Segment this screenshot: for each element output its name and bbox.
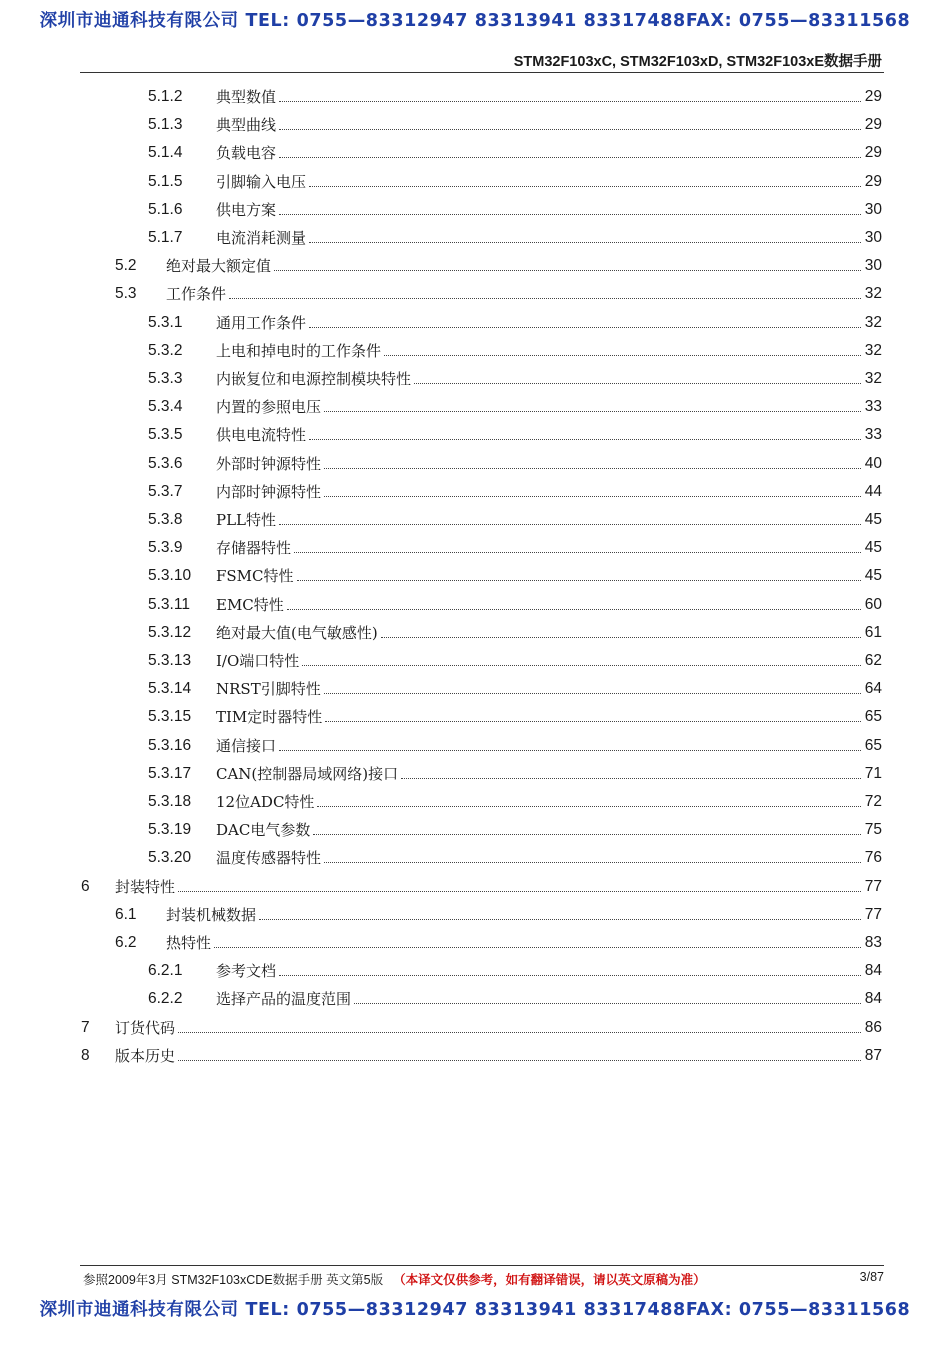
toc-entry-title: 典型数值 [216,88,277,106]
toc-entry[interactable] [148,191,882,219]
toc-entry[interactable] [148,614,882,642]
toc-entry-number: 8 [81,1046,90,1064]
toc-entry-page: 72 [864,793,882,810]
toc-entry-number: 5.3.18 [148,793,192,810]
toc-entry-title: 温度传感器特性 [216,849,322,868]
toc-dot-leader [279,523,861,525]
toc-entry-page: 44 [864,482,882,500]
toc-entry-number: 5.3.8 [148,511,183,528]
toc-entry-title: PLL特性 [216,511,277,529]
toc-entry-page: 75 [864,821,882,839]
toc-entry-title: 内嵌复位和电源控制模块特性 [216,370,412,388]
toc-entry-title: 热特性 [166,934,212,952]
toc-dot-leader [297,579,861,581]
toc-entry[interactable] [148,416,882,445]
toc-entry-page: 33 [864,398,882,416]
toc-entry-title: I/O端口特性 [216,652,300,670]
toc-entry-page: 40 [864,454,882,472]
toc-entry[interactable] [81,868,882,896]
toc-entry-page: 29 [864,144,882,162]
toc-entry[interactable] [148,727,882,755]
footer-source: 参照2009年3月 STM32F103xCDE数据手册 英文第5版 [83,1273,384,1287]
toc-dot-leader [279,128,861,130]
toc-dot-leader [178,1031,861,1033]
toc-entry-number: 7 [81,1018,90,1036]
toc-entry-page: 65 [864,708,882,726]
toc-entry-title: 供电方案 [216,200,277,219]
toc-dot-leader [324,467,861,469]
toc-entry[interactable] [115,275,882,304]
company-banner-top: 深圳市迪通科技有限公司 TEL: 0755—83312947 83313941 83317488FAX: 0755—83311568 [39,11,911,31]
toc-entry[interactable] [148,586,882,614]
toc-dot-leader [354,1002,861,1004]
toc-entry-number: 5.3.7 [148,482,183,500]
toc-entry-number: 5.3.9 [148,539,183,557]
toc-entry-page: 84 [864,990,882,1008]
toc-entry-page: 87 [864,1046,882,1064]
toc-entry-title: 电流消耗测量 [216,229,307,247]
footer-translation-note: （本译文仅供参考，如有翻译错误，请以英文原稿为准） [393,1273,706,1287]
toc-entry-page: 84 [864,962,882,980]
toc-entry-number: 5.3.5 [148,426,183,444]
toc-entry-page: 33 [864,426,882,444]
toc-entry[interactable] [148,501,882,529]
toc-dot-leader [401,777,861,779]
toc-dot-leader [414,382,861,384]
toc-entry[interactable] [148,783,882,811]
toc-entry-page: 45 [864,511,882,528]
toc-entry[interactable] [148,980,882,1009]
toc-dot-leader [317,805,861,807]
toc-dot-leader [178,890,861,892]
toc-entry-title: 选择产品的温度范围 [216,990,352,1009]
toc-entry-number: 5.3.11 [148,595,190,613]
toc-entry-number: 6.2.1 [148,962,183,980]
toc-entry-page: 65 [864,736,882,754]
toc-entry-page: 30 [864,229,882,246]
toc-entry-number: 6.2 [115,934,137,951]
toc-entry-title: EMC特性 [216,595,284,614]
toc-entry-title: 供电电流特性 [216,426,307,445]
toc-entry[interactable] [148,557,882,586]
toc-entry-number: 5.3.13 [148,652,192,669]
toc-entry-page: 32 [864,285,882,303]
toc-entry-title: 封装特性 [115,877,176,896]
toc-entry-title: TIM定时器特性 [216,708,323,727]
document-header-title: STM32F103xC, STM32F103xD, STM32F103xE数据手册 [513,54,882,70]
toc-entry-title: DAC电气参数 [216,821,311,840]
toc-entry[interactable] [115,247,882,276]
toc-entry-page: 45 [864,539,882,557]
toc-entry-page: 77 [864,905,882,923]
toc-entry[interactable] [148,698,882,727]
toc-dot-leader [279,213,861,215]
toc-dot-leader [294,551,861,553]
toc-entry-page: 32 [864,313,882,331]
toc-dot-leader [309,241,861,243]
toc-entry-page: 32 [864,341,882,359]
toc-entry[interactable] [148,445,882,473]
toc-entry[interactable] [148,163,882,191]
toc-entry-number: 5.3.10 [148,567,192,585]
toc-entry-page: 77 [864,877,882,895]
footer-divider [80,1265,884,1266]
toc-dot-leader [384,354,861,356]
toc-entry-title: 参考文档 [216,962,277,981]
toc-entry-title: FSMC特性 [216,567,294,586]
toc-entry-number: 5.1.4 [148,144,183,162]
toc-entry-number: 5.3.20 [148,849,192,867]
toc-entry-number: 5.1.3 [148,116,183,134]
toc-entry-title: 封装机械数据 [166,905,257,924]
toc-dot-leader [279,974,861,976]
toc-dot-leader [324,495,861,497]
toc-entry-number: 5.3.15 [148,708,192,726]
toc-entry-title: 12位ADC特性 [216,793,315,811]
toc-entry-number: 5.1.5 [148,172,183,190]
toc-entry[interactable] [115,924,882,952]
toc-entry-title: CAN(控制器局域网络)接口 [216,764,399,783]
toc-entry-title: 版本历史 [115,1046,176,1065]
toc-entry-number: 5.3.19 [148,821,192,839]
toc-entry-number: 6.2.2 [148,990,183,1008]
toc-dot-leader [309,438,861,440]
toc-entry-title: 订货代码 [115,1018,176,1037]
toc-dot-leader [279,100,861,102]
toc-entry[interactable] [81,1037,882,1065]
toc-entry[interactable] [148,755,882,783]
toc-entry-number: 5.1.6 [148,200,183,218]
toc-entry-page: 61 [864,623,882,641]
company-banner-bottom: 深圳市迪通科技有限公司 TEL: 0755—83312947 83313941 83317488FAX: 0755—83311568 [39,1300,911,1320]
toc-entry[interactable] [148,134,882,163]
toc-entry[interactable] [148,642,882,670]
toc-dot-leader [214,946,861,948]
toc-dot-leader [325,720,861,722]
toc-entry-page: 60 [864,595,882,613]
toc-entry[interactable] [148,839,882,868]
toc-entry-number: 5.3 [115,285,137,303]
toc-entry[interactable] [148,360,882,388]
toc-entry-title: 工作条件 [166,285,227,304]
toc-entry-page: 62 [864,652,882,669]
toc-entry-page: 86 [864,1018,882,1036]
toc-entry-title: 通信接口 [216,736,277,755]
toc-entry-page: 30 [864,257,882,275]
toc-entry-title: 绝对最大额定值 [166,257,272,276]
toc-entry-page: 29 [864,172,882,190]
toc-entry-title: 负载电容 [216,144,277,163]
toc-dot-leader [309,326,861,328]
toc-dot-leader [381,636,861,638]
toc-entry-number: 5.3.6 [148,454,183,472]
toc-entry-title: 上电和掉电时的工作条件 [216,341,382,360]
toc-entry-page: 29 [864,88,882,105]
toc-entry-page: 29 [864,116,882,134]
toc-entry-number: 5.3.12 [148,623,192,641]
toc-dot-leader [313,833,861,835]
toc-dot-leader [279,749,861,751]
toc-entry-number: 5.2 [115,257,137,275]
toc-entry-title: 引脚输入电压 [216,172,307,191]
toc-entry-title: 外部时钟源特性 [216,454,322,473]
toc-dot-leader [229,297,861,299]
toc-entry-number: 5.1.7 [148,229,183,246]
toc-entry-number: 6 [81,877,90,895]
toc-entry[interactable] [148,219,882,247]
toc-entry-page: 76 [864,849,882,867]
toc-dot-leader [287,608,861,610]
toc-entry-number: 5.3.4 [148,398,183,416]
toc-entry[interactable] [148,304,882,332]
toc-entry[interactable] [148,388,882,417]
header-divider [80,72,884,73]
toc-dot-leader [178,1059,861,1061]
toc-entry-page: 30 [864,200,882,218]
toc-dot-leader [324,692,861,694]
toc-entry[interactable] [148,670,882,699]
toc-entry[interactable] [148,952,882,981]
toc-entry[interactable] [148,529,882,558]
toc-entry-title: 绝对最大值(电气敏感性) [216,623,378,642]
toc-entry-page: 83 [864,934,882,951]
toc-entry-number: 5.3.14 [148,680,192,698]
toc-entry-title: 通用工作条件 [216,313,307,332]
toc-entry-title: 存储器特性 [216,539,292,558]
toc-entry-number: 5.3.3 [148,370,183,387]
toc-dot-leader [309,185,861,187]
toc-entry-number: 5.3.17 [148,764,192,782]
toc-entry-number: 5.1.2 [148,88,183,105]
toc-entry[interactable] [148,78,882,106]
toc-entry[interactable] [81,1009,882,1037]
toc-entry-page: 64 [864,680,882,698]
toc-dot-leader [259,918,861,920]
toc-entry[interactable] [148,473,882,501]
toc-entry-number: 5.3.16 [148,736,192,754]
toc-dot-leader [324,861,861,863]
toc-entry-page: 71 [864,764,882,782]
footer-page-number: 3/87 [859,1270,884,1284]
toc-entry-title: NRST引脚特性 [216,680,321,699]
toc-entry[interactable] [148,811,882,840]
toc-entry[interactable] [148,332,882,360]
toc-entry-number: 5.3.1 [148,313,183,331]
toc-entry-page: 32 [864,370,882,387]
toc-entry-number: 5.3.2 [148,341,183,359]
toc-dot-leader [279,156,861,158]
toc-dot-leader [302,664,861,666]
toc-entry-title: 内部时钟源特性 [216,482,322,501]
toc-entry[interactable] [115,896,882,924]
toc-dot-leader [324,410,861,412]
page-footer [83,1270,884,1288]
toc-entry-page: 45 [864,567,882,585]
toc-entry-number: 6.1 [115,905,137,923]
toc-entry-title: 典型曲线 [216,116,277,135]
toc-entry-title: 内置的参照电压 [216,398,322,417]
toc-dot-leader [274,269,861,271]
toc-entry[interactable] [148,106,882,135]
